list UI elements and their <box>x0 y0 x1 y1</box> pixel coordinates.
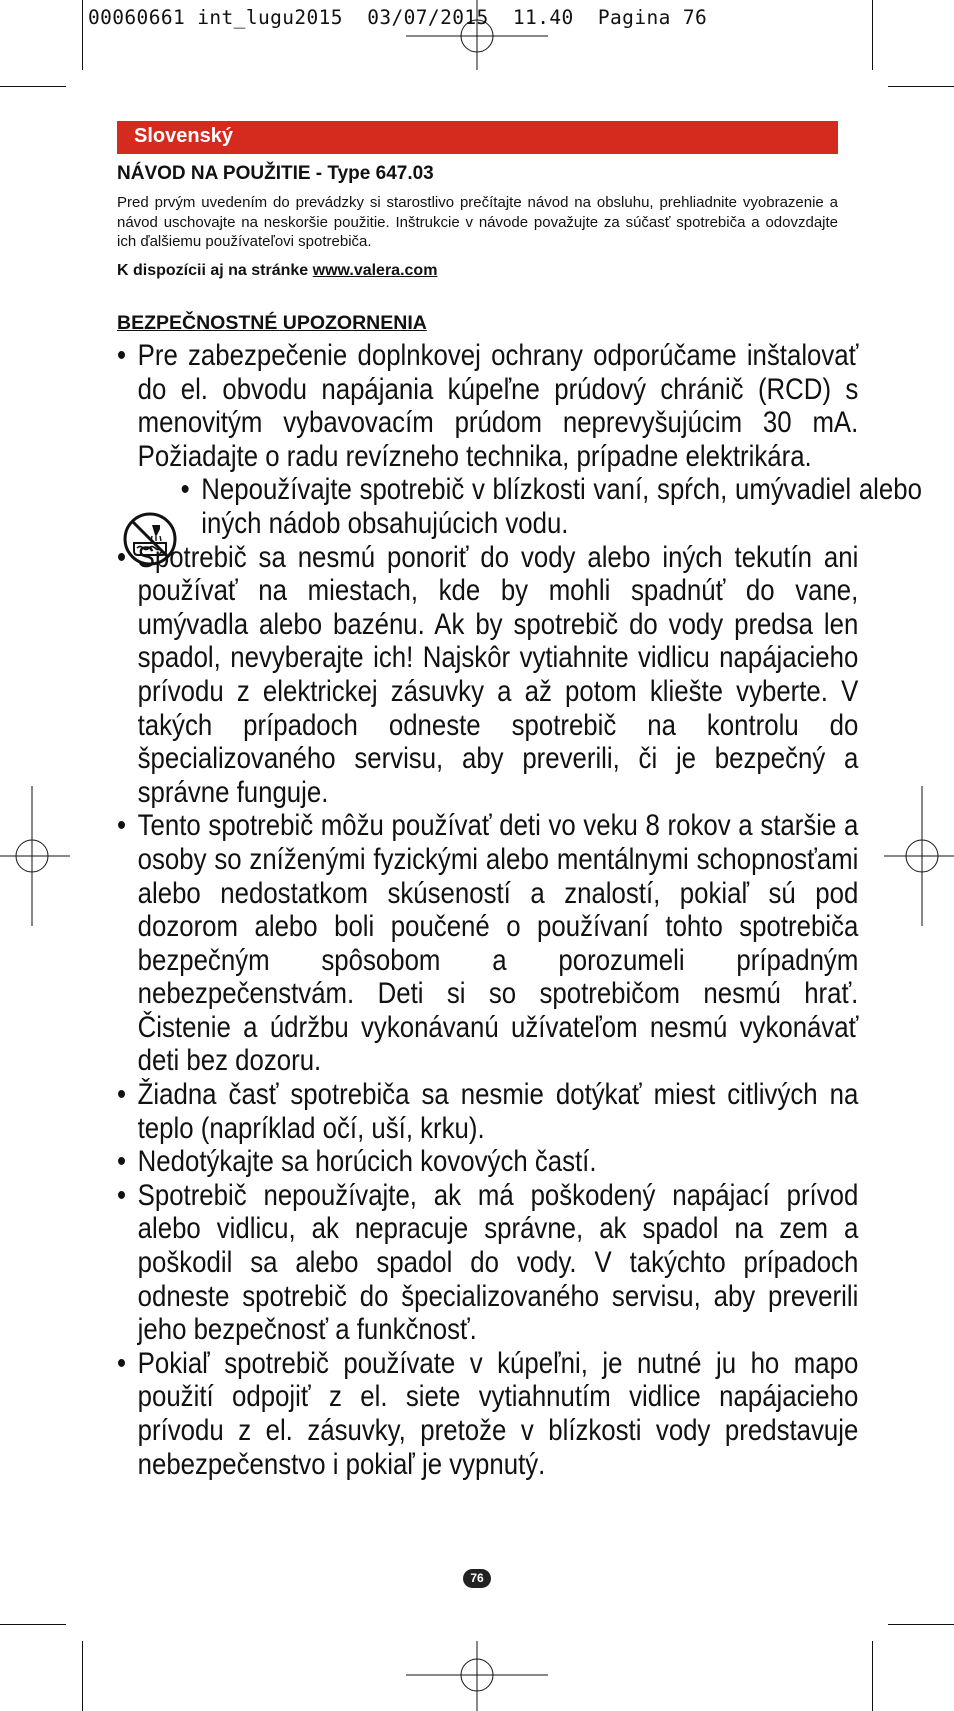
warning-text: Nepoužívajte spotrebič v blízkosti vaní, spŕch, umývadiel alebo iných nádob obsahujúcich vodu. <box>201 473 922 540</box>
list-item <box>117 1347 858 1481</box>
list-item <box>117 1078 858 1145</box>
registration-mark-right <box>884 786 954 926</box>
slug-date: 03/07/2015 <box>367 6 489 29</box>
list-item <box>117 473 922 540</box>
crop-mark <box>888 1624 954 1625</box>
warning-text: Nedotýkajte sa horúcich kovových častí. <box>137 1145 597 1179</box>
manual-title: NÁVOD NA POUŽITIE - Type 647.03 <box>117 163 434 184</box>
crop-mark <box>82 0 83 70</box>
crop-mark <box>82 1641 83 1711</box>
registration-mark-left <box>0 786 70 926</box>
bullet: • <box>117 540 127 574</box>
warning-text: Tento spotrebič môžu používať deti vo veku 8 rokov a staršie a osoby so zníženými fyzickými alebo mentálnymi schopnosťami alebo nedostatkom skúseností a znalostí, pokiaľ sú pod dozorom alebo boli poučené o používaní tohto spotrebiča bezpečným spôsobom a porozumeli prípadným nebezpečenstvám. Deti si so spotrebičom nesmú hrať. Čistenie a údržbu vykonávanú užívateľom nesmú vykonávať deti bez dozoru. <box>137 809 859 1078</box>
slug-time: 11.40 <box>512 6 574 29</box>
availability-line <box>117 262 437 280</box>
warning-text: Spotrebič nepoužívajte, ak má poškodený napájací prívod alebo vidlicu, ak nepracuje správne, ak spadol na zem a poškodil sa alebo spadol do vody. V takýchto prípadoch odneste spotrebič do špecializovaného servisu, aby preverili jeho bezpečnosť a funkčnosť. <box>137 1178 859 1347</box>
list-item <box>117 541 858 810</box>
list-item <box>117 809 858 1078</box>
bullet: • <box>117 339 127 372</box>
bullet: • <box>180 473 190 507</box>
crop-mark <box>872 0 873 70</box>
slug-page-label: Pagina 76 <box>597 6 708 29</box>
crop-mark <box>872 1641 873 1711</box>
availability-text: K dispozícii aj na stránke <box>117 262 313 279</box>
language-label: Slovenský <box>134 125 233 147</box>
printer-slug <box>88 6 707 29</box>
warning-text: Žiadna časť spotrebiča sa nesmie dotýkať miest citlivých na teplo (napríklad očí, uší, krku). <box>137 1078 859 1145</box>
safety-warning-list <box>117 339 922 1481</box>
warning-text: Pre zabezpečenie doplnkovej ochrany odporúčame inštalovať do el. obvodu napájania kúpeľne prúdový chránič (RCD) s menovitým vybavovacím prúdom neprevyšujúcim 30 mA. Požiadajte o radu revízneho technika, prípadne elektrikára. <box>137 339 859 473</box>
slug-file: 00060661 int_lugu2015 <box>88 6 343 29</box>
bullet: • <box>117 1346 127 1380</box>
list-item <box>117 1145 858 1179</box>
intro-paragraph: Pred prvým uvedením do prevádzky si starostlivo prečítajte návod na obsluhu, prehliadnite vyobrazenie a návod uschovajte na neskoršie použitie. Inštrukcie v návode považujte za súčasť spotrebiča a odovzdajte ich ďalšiemu používateľovi spotrebiča. <box>117 194 838 250</box>
list-item <box>117 1179 858 1347</box>
crop-mark <box>0 1624 66 1625</box>
bullet: • <box>117 1178 127 1212</box>
crop-mark <box>888 86 954 87</box>
page-number-badge: 76 <box>463 1569 491 1588</box>
list-item <box>117 339 858 473</box>
warning-text: Pokiaľ spotrebič používate v kúpeľni, je nutné ju ho mapo použití odpojiť z el. siete vytiahnutím vidlice napájacieho prívodu z el. zásuvky, pretože v blízkosti vody predstavuje nebezpečenstvo i pokiaľ je vypnutý. <box>137 1346 859 1481</box>
section-title: BEZPEČNOSTNÉ UPOZORNENIA <box>117 312 427 334</box>
bullet: • <box>117 809 127 843</box>
warning-text: Spotrebič sa nesmú ponoriť do vody alebo iných tekutín ani používať na miestach, kde by mohli spadnúť do vane, umývadla alebo bazénu. Ak by spotrebič do vody predsa len spadol, nevyberajte ich! Najskôr vytiahnite vidlicu napájacieho prívodu z elektrickej zásuvky a až potom kliešte vyberte. V takých prípadoch odneste spotrebič na kontrolu do špecializovaného servisu, aby preverili, či je bezpečný a správne funguje. <box>137 540 859 809</box>
bullet: • <box>117 1078 127 1112</box>
crop-mark <box>0 86 66 87</box>
bullet: • <box>117 1145 127 1179</box>
website-link[interactable]: www.valera.com <box>312 262 438 279</box>
registration-mark-bottom <box>406 1641 548 1711</box>
registration-mark-top <box>406 0 548 70</box>
